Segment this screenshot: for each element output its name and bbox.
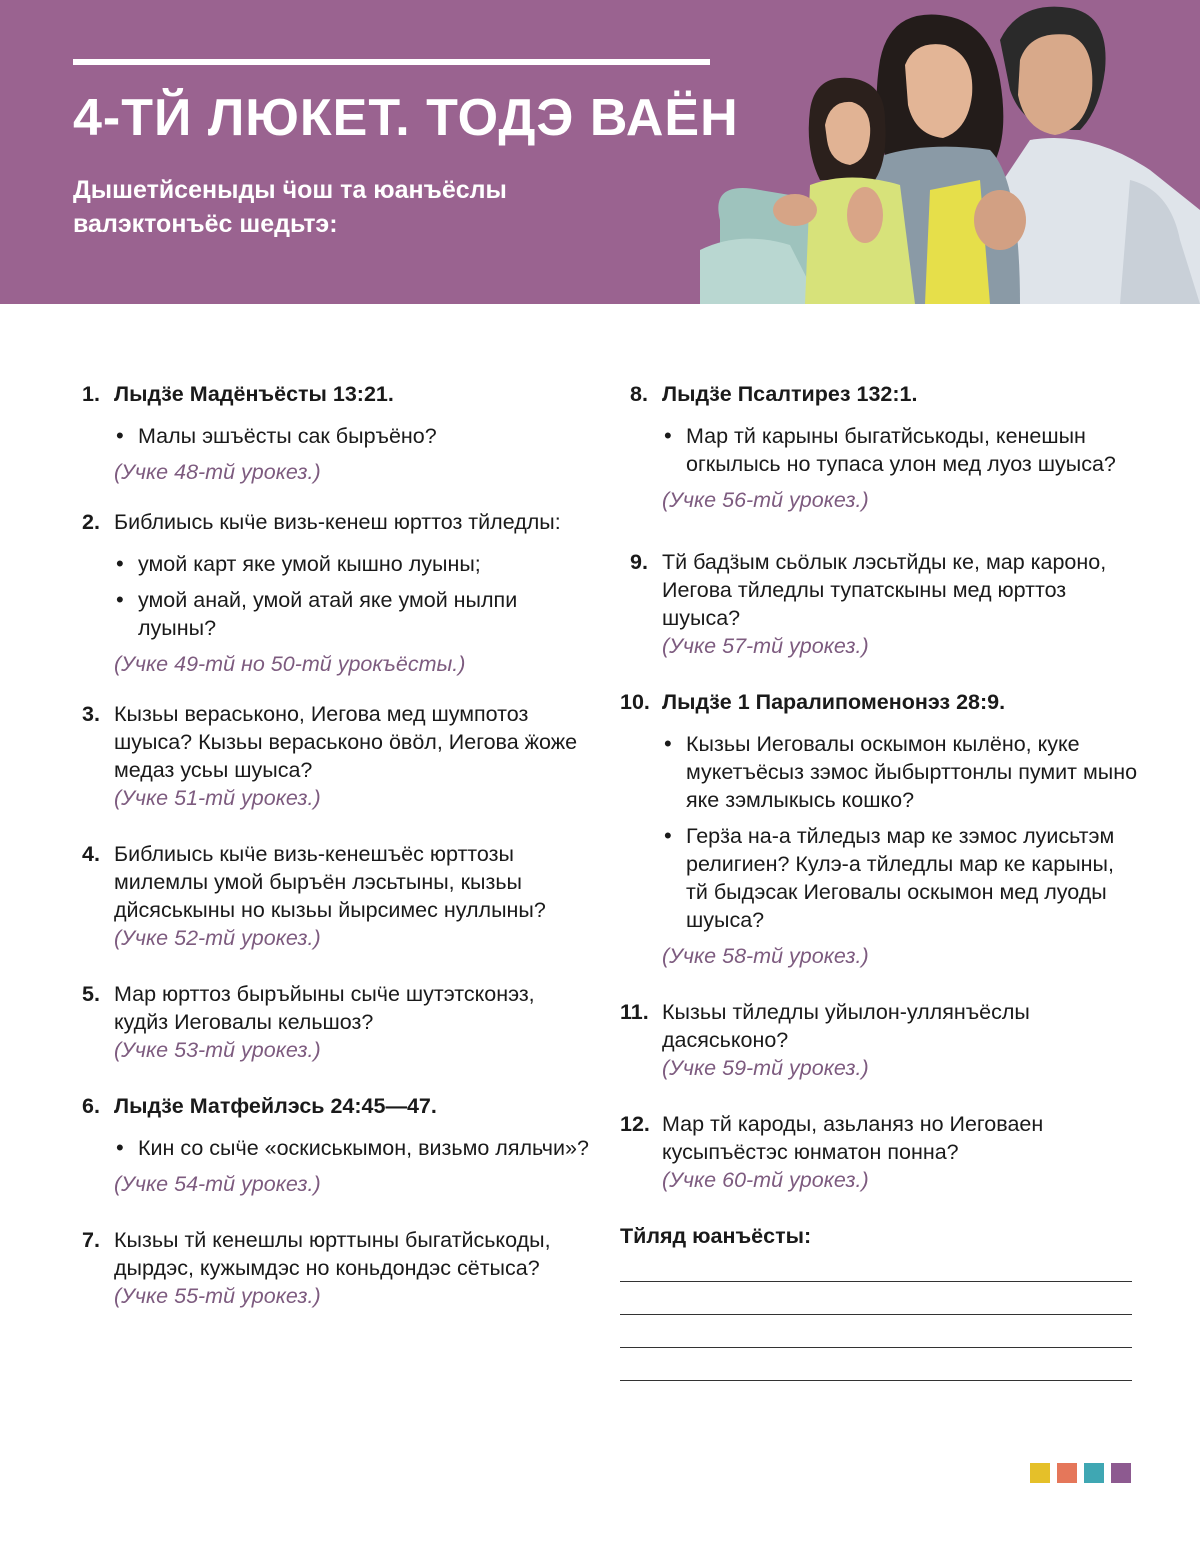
question-number: 1.: [82, 382, 100, 406]
question-9: [620, 548, 1140, 660]
bullet-item: • умой карт яке умой кышно луыны;: [114, 550, 592, 578]
writing-line: [620, 1380, 1132, 1381]
writing-line: [620, 1314, 1132, 1315]
bullet-item: • Малы эшъёсты сак быръёно?: [114, 422, 592, 450]
question-number: 2.: [82, 510, 100, 534]
family-praying-illustration: [700, 0, 1200, 304]
question-text: Мар юрттоз быръйыны сыӵе шутэтсконэз, кудйз Иеговалы кельшоз?: [114, 982, 535, 1034]
question-5: [82, 980, 592, 1064]
question-number: 6.: [82, 1094, 100, 1118]
question-number: 9.: [630, 550, 648, 574]
question-text: Мар тй кароды, азьланяз но Иеговаен кусыпъёстэс юнматон понна?: [662, 1112, 1044, 1164]
question-6: [82, 1092, 592, 1198]
question-text: Библиысь кыӵе визь-кенеш юрттоз тйледлы:: [114, 510, 561, 534]
question-number: 4.: [82, 842, 100, 866]
left-column: [82, 380, 592, 1310]
question-number: 10.: [620, 690, 650, 714]
question-text: Лыдӟе Матфейлэсь 24:45—47.: [114, 1094, 437, 1118]
question-4: [82, 840, 592, 952]
question-10: [620, 688, 1140, 970]
question-2: [82, 508, 592, 678]
lesson-reference: (Учке 49-тй но 50-тй урокъёсты.): [114, 652, 466, 676]
question-text: Кызьы вераськоно, Иегова мед шумпотоз шуыса? Кызьы вераськоно ӧвӧл, Иегова ӝоже медаз усьы шуыса?: [114, 702, 578, 782]
question-number: 3.: [82, 702, 100, 726]
question-text: Лыдӟе 1 Паралипоменонэз 28:9.: [662, 690, 1006, 714]
purple-square: [1111, 1463, 1131, 1483]
bullet-item: • умой анай, умой атай яке умой нылпи луыны?: [114, 586, 592, 642]
question-number: 7.: [82, 1228, 100, 1252]
lesson-reference: (Учке 52-тй урокез.): [114, 926, 321, 950]
color-squares-decoration: [1030, 1463, 1131, 1483]
header-banner: [0, 0, 1200, 304]
question-number: 11.: [620, 1000, 649, 1024]
question-8: [620, 380, 1140, 514]
yellow-square: [1030, 1463, 1050, 1483]
lesson-reference: (Учке 59-тй урокез.): [662, 1056, 869, 1080]
bullet-item: • Мар тй карыны быгатйськоды, кенешын огкылысь но тупаса улон мед луоз шуыса?: [662, 422, 1140, 478]
page-subtitle: Дышетйсеныды ӵош та юанъёслы валэктонъёс шедьтэ:: [73, 176, 507, 238]
question-text: Лыдӟе Мадёнъёсты 13:21.: [114, 382, 394, 406]
question-number: 12.: [620, 1112, 650, 1136]
right-column: [620, 380, 1140, 1381]
writing-line: [620, 1347, 1132, 1348]
question-11: [620, 998, 1140, 1082]
notes-section: [620, 1224, 1132, 1381]
writing-line: [620, 1281, 1132, 1282]
bullet-list: [662, 730, 1140, 934]
question-text: Библиысь кыӵе визь-кенешъёс юрттозы милемлы умой быръён лэсьтыны, кызьы дйсяськыны но кызьы йырсимес нуллыны?: [114, 842, 546, 922]
question-text: Кызьы тйледлы уйылон-уллянъёслы дасяськоно?: [662, 1000, 1030, 1052]
coral-square: [1057, 1463, 1077, 1483]
lesson-reference: (Учке 51-тй урокез.): [114, 786, 321, 810]
bullet-item: • Кин со сыӵе «оскиськымон, визьмо ляльчи»?: [114, 1134, 592, 1162]
question-1: [82, 380, 592, 486]
lesson-reference: (Учке 60-тй урокез.): [662, 1168, 869, 1192]
question-text: Кызьы тй кенешлы юрттыны быгатйськоды, дырдэс, кужымдэс но коньдондэс сётыса?: [114, 1228, 551, 1280]
bullet-list: [114, 550, 592, 642]
lesson-reference: (Учке 54-тй урокез.): [114, 1172, 321, 1196]
bullet-list: [662, 422, 1140, 478]
bullet-list: [114, 1134, 592, 1162]
header-rule: [73, 59, 710, 65]
teal-square: [1084, 1463, 1104, 1483]
question-7: [82, 1226, 592, 1310]
question-text: Тй бадӟым сьӧлык лэсьтйды ке, мар кароно, Иегова тйледлы тупатскыны мед юрттоз шуыса?: [662, 550, 1107, 630]
question-number: 5.: [82, 982, 100, 1006]
question-number: 8.: [630, 382, 648, 406]
bullet-item: • Герӟа на-а тйледыз мар ке зэмос луисьтэм религиен? Кулэ-а тйледлы мар ке карыны, тй быдэсак Иеговалы оскымон мед луоды шуыса?: [662, 822, 1140, 934]
question-12: [620, 1110, 1140, 1194]
page-title: 4-ТЙ ЛЮКЕТ. ТОДЭ ВАЁН: [73, 89, 739, 147]
lesson-reference: (Учке 48-тй урокез.): [114, 460, 321, 484]
lesson-reference: (Учке 58-тй урокез.): [662, 944, 869, 968]
lesson-reference: (Учке 53-тй урокез.): [114, 1038, 321, 1062]
lesson-reference: (Учке 55-тй урокез.): [114, 1284, 321, 1308]
notes-title: Тйляд юанъёсты:: [620, 1224, 812, 1248]
question-3: [82, 700, 592, 812]
lesson-reference: (Учке 57-тй урокез.): [662, 634, 869, 658]
bullet-list: [114, 422, 592, 450]
bullet-item: • Кызьы Иеговалы оскымон кылёно, куке мукетъёсыз зэмос йыбырттонлы пумит мыно яке зэмлыкысь кошко?: [662, 730, 1140, 814]
lesson-reference: (Учке 56-тй урокез.): [662, 488, 869, 512]
question-text: Лыдӟе Псалтирез 132:1.: [662, 382, 918, 406]
